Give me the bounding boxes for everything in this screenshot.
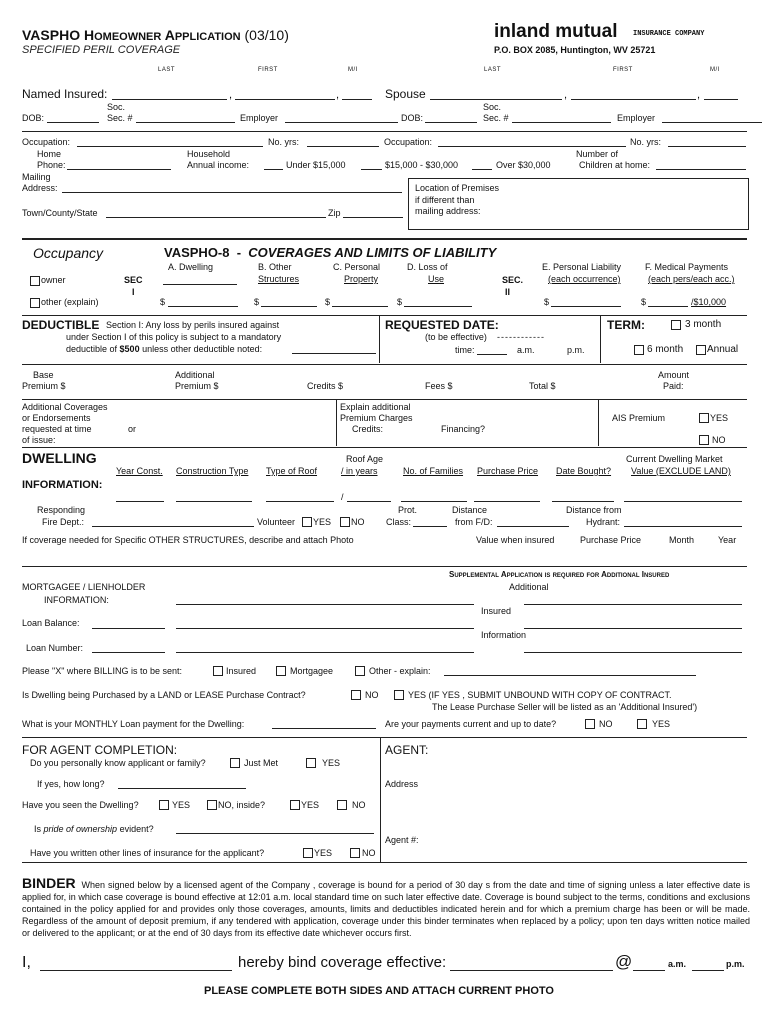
- sec1-label: SEC: [124, 275, 143, 285]
- credits-label: Credits $: [307, 381, 344, 391]
- addl-coverages-or: or: [128, 424, 137, 434]
- roof-type-field[interactable]: [266, 501, 334, 502]
- seen-yes-checkbox[interactable]: [159, 800, 169, 810]
- seen-no-inside-label: NO, inside?: [218, 800, 266, 810]
- families-label: No. of Families: [403, 466, 464, 476]
- paid-label: Paid:: [663, 381, 684, 391]
- dwelling-information-label: INFORMATION:: [22, 479, 103, 491]
- liability-col-sub: (each occurrence): [548, 274, 621, 284]
- spouse-ssn-field[interactable]: [512, 122, 611, 123]
- time-label: time:: [455, 345, 475, 355]
- deductible-label: DEDUCTIBLE: [22, 318, 100, 332]
- term-label: TERM:: [607, 318, 645, 332]
- explain-label-2: Premium Charges: [340, 413, 413, 423]
- fire-dept-label: Fire Dept.:: [42, 517, 85, 527]
- other-structures-field[interactable]: [22, 566, 747, 567]
- pride-question: Is pride of ownership evident?: [34, 824, 154, 834]
- am-label: a.m.: [517, 345, 535, 355]
- loss-amount-field[interactable]: [404, 306, 472, 307]
- children-field[interactable]: [656, 169, 746, 170]
- year-const-label: Year Const.: [116, 466, 163, 476]
- pride-field[interactable]: [176, 833, 374, 834]
- structures-amount-field[interactable]: [261, 306, 317, 307]
- deductible-line-2: under Section I of this policy is subject to a mandatory: [66, 332, 282, 342]
- address-label: Address:: [22, 183, 58, 193]
- mortgagee-label-1: MORTGAGEE / LIENHOLDER: [22, 582, 146, 592]
- additional-insured-label-1: Additional: [509, 582, 549, 592]
- other-occupancy-label: other (explain): [41, 297, 99, 307]
- phone-label: Phone:: [37, 160, 66, 170]
- loan-balance-field[interactable]: [92, 628, 165, 629]
- home-label: Home: [37, 149, 62, 159]
- over-30-field[interactable]: [472, 169, 492, 170]
- binder-pm-field[interactable]: [692, 970, 724, 971]
- over-30-label: Over $30,000: [496, 160, 551, 170]
- annual-income-label: Annual income:: [187, 160, 250, 170]
- construction-type-field[interactable]: [176, 501, 252, 502]
- ais-no-checkbox[interactable]: [699, 435, 709, 445]
- term-3-month-label: 3 month: [685, 319, 722, 330]
- other-lines-no-label: NO: [362, 848, 376, 858]
- form-title: VASPHO HOMEOWNER APPLICATION (03/10): [22, 27, 289, 43]
- location-label-1: Location of Premises: [415, 183, 500, 193]
- zip-label: Zip: [328, 208, 341, 218]
- deductible-field[interactable]: [292, 353, 376, 354]
- class-label: Class:: [386, 517, 412, 527]
- explain-label-3: Credits:: [352, 424, 384, 434]
- mortgagee-label-2: INFORMATION:: [44, 595, 109, 605]
- children-label: Children at home:: [579, 160, 651, 170]
- land-lease-no-checkbox[interactable]: [351, 690, 361, 700]
- sec2-roman: II: [505, 287, 511, 297]
- other-lines-yes-checkbox[interactable]: [303, 848, 313, 858]
- mortgagee-address-field[interactable]: [176, 628, 474, 629]
- liability-amount-field[interactable]: [551, 306, 621, 307]
- construction-type-label: Construction Type: [176, 466, 249, 476]
- amount-label: Amount: [658, 370, 690, 380]
- hydrant-label: Hydrant:: [586, 517, 621, 527]
- other-lines-question: Have you written other lines of insurance for the applicant?: [30, 848, 265, 858]
- company-suffix: INSURANCE COMPANY: [633, 30, 705, 38]
- additional-insured-label-2: Insured: [481, 606, 512, 616]
- company-address: P.O. BOX 2085, Huntington, WV 25721: [494, 45, 656, 55]
- liability-col-label: E. Personal Liability: [542, 262, 622, 272]
- billing-insured-label: Insured: [226, 666, 257, 676]
- roof-age-slash: /: [341, 492, 344, 502]
- market-value-label-2: Value (EXCLUDE LAND): [631, 466, 731, 476]
- payments-current-question: Are your payments current and up to date?: [385, 719, 557, 729]
- binder-at-symbol: @: [615, 952, 633, 971]
- addl-coverages-label-2: or Endorsements: [22, 413, 91, 423]
- seen-dwelling-question: Have you seen the Dwelling?: [22, 800, 139, 810]
- payments-current-yes-label: YES: [652, 719, 671, 729]
- volunteer-label: Volunteer: [257, 517, 296, 527]
- agent-completion-heading: FOR AGENT COMPLETION:: [22, 743, 178, 757]
- billing-other-label: Other - explain:: [369, 666, 431, 676]
- additional-insured-name-field[interactable]: [524, 604, 742, 605]
- divider: [22, 862, 747, 863]
- market-value-label-1: Current Dwelling Market: [626, 454, 723, 464]
- purchase-price-label: Purchase Price: [477, 466, 539, 476]
- inside-no-checkbox[interactable]: [337, 800, 347, 810]
- divider: [22, 315, 747, 316]
- billing-other-field[interactable]: [444, 675, 696, 676]
- coverage-title: VASPHO-8 - COVERAGES AND LIMITS OF LIABILITY: [164, 245, 497, 260]
- col-last-label: LAST: [158, 67, 176, 73]
- dob-field[interactable]: [47, 122, 99, 123]
- col-first-label: FIRST: [258, 67, 278, 73]
- no-yrs-field[interactable]: [307, 146, 379, 147]
- term-annual-label: Annual: [707, 344, 739, 355]
- spouse-occupation-label: Occupation:: [384, 137, 433, 147]
- company-name: inland mutual: [494, 21, 618, 42]
- location-label-2: if different than: [415, 195, 475, 205]
- binder-i-label: I,: [22, 954, 31, 971]
- spouse-no-yrs-label: No. yrs:: [630, 137, 662, 147]
- billing-insured-checkbox[interactable]: [213, 666, 223, 676]
- agent-address-label: Address: [385, 779, 419, 789]
- divider: [22, 737, 747, 738]
- no-yrs-label: No. yrs:: [268, 137, 300, 147]
- divider: [22, 238, 747, 240]
- monthly-payment-field[interactable]: [272, 728, 376, 729]
- financing-label: Financing?: [441, 424, 486, 434]
- know-yes-label: YES: [322, 758, 341, 768]
- divider: [22, 447, 747, 448]
- binder-paragraph: BINDER When signed below by a licensed agent of the Company , coverage is bound for a period of 30 day s from the date and time of signing unless a later effective date is applied for, in which case coverage is bound effective at 12:01 a.m. local standard time on such later effective date. Coverage is bound subject to the terms, conditions and exclusions contained in the policy applied for and provides only those coverages, amounts, limits and deductibles indicated herein and for which a premium charge has been or will be made. Regardless of the amount of deposit premium, if any tendered with application, coverage under this binder terminates when replaced by a policy; upon ten days written notice mailed or delivered to the applicant; or at the end of 30 days from its effective date whichever occurs first.: [22, 875, 750, 938]
- spouse-first-field[interactable]: [571, 99, 696, 100]
- medical-amount-field[interactable]: [648, 306, 688, 307]
- range-15-30-label: $15,000 - $30,000: [385, 160, 459, 170]
- owner-label: owner: [41, 275, 66, 285]
- employer-field[interactable]: [285, 122, 398, 123]
- col-mi-label: M/I: [348, 67, 358, 73]
- volunteer-no-checkbox[interactable]: [340, 517, 350, 527]
- personal-property-col-sub: Property: [344, 274, 379, 284]
- deductible-line-1: Section I: Any loss by perils insured against: [106, 320, 280, 330]
- total-label: Total $: [529, 381, 556, 391]
- spouse-mi-field[interactable]: [704, 99, 738, 100]
- dwelling-col-label: A. Dwelling: [168, 262, 214, 272]
- agent-number-label: Agent #:: [385, 835, 419, 845]
- year-const-field[interactable]: [116, 501, 164, 502]
- medical-dollar: $: [641, 297, 647, 307]
- know-yes-checkbox[interactable]: [306, 758, 316, 768]
- spouse-soc-label: Soc.: [483, 102, 502, 112]
- supplemental-note: Supplemental Application is required for Additional Insured: [449, 570, 670, 579]
- medical-col-sub: (each pers/each acc.): [648, 274, 735, 284]
- payments-current-no-checkbox[interactable]: [585, 719, 595, 729]
- form-subtitle: SPECIFIED PERIL COVERAGE: [22, 44, 181, 56]
- other-occupancy-checkbox[interactable]: [30, 298, 40, 308]
- land-lease-question: Is Dwelling being Purchased by a LAND or LEASE Purchase Contract?: [22, 690, 306, 700]
- dwelling-amount-field[interactable]: [168, 306, 238, 307]
- additional-insured-city-field[interactable]: [524, 652, 742, 653]
- roof-type-label: Type of Roof: [266, 466, 318, 476]
- value-insured-label: Value when insured: [476, 535, 555, 545]
- inside-no-label: NO: [352, 800, 366, 810]
- ssn-field[interactable]: [136, 122, 235, 123]
- loss-dollar: $: [397, 297, 403, 307]
- additional-insured-address-field[interactable]: [524, 628, 742, 629]
- town-label: Town/County/State: [22, 208, 98, 218]
- base-premium-label: Premium $: [22, 381, 66, 391]
- agent-label: AGENT:: [385, 743, 429, 757]
- how-long-label: If yes, how long?: [37, 779, 105, 789]
- know-applicant-question: Do you personally know applicant or family?: [30, 758, 206, 768]
- employer-label: Employer: [240, 113, 279, 123]
- from-fd-label: from F/D:: [455, 517, 493, 527]
- occupation-field[interactable]: [77, 146, 263, 147]
- billing-other-checkbox[interactable]: [355, 666, 365, 676]
- spouse-employer-label: Employer: [617, 113, 656, 123]
- purchase-price-2-label: Purchase Price: [580, 535, 642, 545]
- mortgagee-city-field[interactable]: [176, 652, 474, 653]
- divider: [22, 399, 747, 400]
- ais-yes-label: YES: [710, 413, 729, 423]
- additional-label: Additional: [175, 370, 215, 380]
- spouse-no-yrs-field[interactable]: [668, 146, 746, 147]
- personal-property-col-label: C. Personal: [333, 262, 381, 272]
- sec2-label: SEC.: [502, 275, 524, 285]
- zip-field[interactable]: [343, 217, 403, 218]
- addl-coverages-label-4: of issue:: [22, 435, 56, 445]
- spouse-occupation-field[interactable]: [438, 146, 626, 147]
- divider: [22, 364, 747, 365]
- just-met-checkbox[interactable]: [230, 758, 240, 768]
- land-lease-yes-checkbox[interactable]: [394, 690, 404, 700]
- binder-pm-label: p.m.: [726, 959, 745, 969]
- land-lease-yes-label: YES (IF YES , SUBMIT UNBOUND WITH COPY OF CONTRACT.: [408, 690, 672, 700]
- named-insured-first-field[interactable]: [235, 99, 335, 100]
- pm-label: p.m.: [567, 345, 585, 355]
- structures-dollar: $: [254, 297, 260, 307]
- sec-label: Sec. #: [107, 113, 133, 123]
- roof-age-label: Roof Age: [346, 454, 384, 464]
- ais-premium-label: AIS Premium: [612, 413, 666, 423]
- loan-number-label: Loan Number:: [26, 643, 84, 653]
- medical-col-label: F. Medical Payments: [645, 262, 729, 272]
- addl-coverages-label-1: Additional Coverages: [22, 402, 108, 412]
- term-3-month-checkbox[interactable]: [671, 320, 681, 330]
- explain-label-1: Explain additional: [340, 402, 411, 412]
- divider: [22, 131, 747, 132]
- deductible-line-3: deductible of $500 unless other deductible noted:: [66, 344, 263, 354]
- range-15-30-field[interactable]: [361, 169, 382, 170]
- month-label: Month: [669, 535, 695, 545]
- spouse-col-first-label: FIRST: [613, 67, 633, 73]
- occupancy-label: Occupancy: [33, 245, 104, 261]
- additional-insured-label-3: Information: [481, 630, 527, 640]
- addl-coverages-label-3: requested at time: [22, 424, 92, 434]
- mailing-label: Mailing: [22, 172, 51, 182]
- base-label: Base: [33, 370, 54, 380]
- medical-limit: /$10,000: [691, 297, 727, 307]
- roof-age-field[interactable]: [347, 501, 391, 502]
- loss-of-use-col-sub: Use: [428, 274, 445, 284]
- location-label-3: mailing address:: [415, 206, 481, 216]
- payments-current-no-label: NO: [599, 719, 613, 729]
- named-insured-last-field[interactable]: [112, 99, 227, 100]
- property-dollar: $: [325, 297, 331, 307]
- under-15-field[interactable]: [264, 169, 283, 170]
- spouse-col-last-label: LAST: [484, 67, 502, 73]
- other-lines-yes-label: YES: [314, 848, 333, 858]
- soc-label: Soc.: [107, 102, 126, 112]
- binder-time-field[interactable]: [633, 970, 665, 971]
- spouse-employer-field[interactable]: [662, 122, 762, 123]
- just-met-label: Just Met: [244, 758, 279, 768]
- mortgagee-name-field[interactable]: [176, 604, 474, 605]
- named-insured-mi-field[interactable]: [342, 99, 372, 100]
- prot-label: Prot.: [398, 505, 418, 515]
- inside-yes-label: YES: [301, 800, 320, 810]
- date-dashes[interactable]: ------------: [497, 332, 545, 342]
- property-amount-field[interactable]: [332, 306, 388, 307]
- town-field[interactable]: [106, 217, 326, 218]
- billing-mortgagee-checkbox[interactable]: [276, 666, 286, 676]
- prot-class-field[interactable]: [413, 526, 447, 527]
- ais-no-label: NO: [712, 435, 726, 445]
- term-6-month-label: 6 month: [647, 344, 684, 355]
- fees-label: Fees $: [425, 381, 453, 391]
- liability-dollar: $: [544, 297, 550, 307]
- term-annual-checkbox[interactable]: [696, 345, 706, 355]
- sec1-roman: I: [132, 287, 135, 297]
- payments-current-yes-checkbox[interactable]: [637, 719, 647, 729]
- other-structures-col-sub: Structures: [258, 274, 300, 284]
- binder-statement: hereby bind coverage effective:: [238, 954, 447, 971]
- dwelling-label: DWELLING: [22, 450, 97, 466]
- binder-name-field[interactable]: [40, 970, 232, 971]
- distance-fd-field[interactable]: [497, 526, 569, 527]
- dob-label: DOB:: [22, 113, 45, 123]
- date-bought-field[interactable]: [552, 501, 614, 502]
- volunteer-yes-checkbox[interactable]: [302, 517, 312, 527]
- spouse-label: Spouse: [385, 87, 426, 101]
- purchase-price-field[interactable]: [474, 501, 540, 502]
- billing-question: Please "X" where BILLING is to be sent:: [22, 666, 182, 676]
- spouse-dob-field[interactable]: [425, 122, 477, 123]
- to-be-effective-label: (to be effective): [425, 332, 487, 342]
- responding-label: Responding: [37, 505, 86, 515]
- phone-field[interactable]: [67, 169, 171, 170]
- hydrant-field[interactable]: [624, 526, 742, 527]
- seen-yes-label: YES: [172, 800, 191, 810]
- owner-checkbox[interactable]: [30, 276, 40, 286]
- footer-instruction: PLEASE COMPLETE BOTH SIDES AND ATTACH CURRENT PHOTO: [204, 985, 554, 997]
- loss-of-use-col-label: D. Loss of: [407, 262, 448, 272]
- distance-label: Distance: [452, 505, 488, 515]
- requested-date-label: REQUESTED DATE:: [385, 318, 499, 332]
- other-structures-col-label: B. Other: [258, 262, 292, 272]
- additional-premium-label: Premium $: [175, 381, 219, 391]
- year-label: Year: [718, 535, 737, 545]
- other-lines-no-checkbox[interactable]: [350, 848, 360, 858]
- spouse-dob-label: DOB:: [401, 113, 424, 123]
- term-6-month-checkbox[interactable]: [634, 345, 644, 355]
- volunteer-no-label: NO: [351, 517, 365, 527]
- volunteer-yes-label: YES: [313, 517, 332, 527]
- seen-no-checkbox[interactable]: [207, 800, 217, 810]
- number-of-label: Number of: [576, 149, 619, 159]
- ais-yes-checkbox[interactable]: [699, 413, 709, 423]
- distance-from-label: Distance from: [566, 505, 622, 515]
- land-lease-no-label: NO: [365, 690, 379, 700]
- inside-yes-checkbox[interactable]: [290, 800, 300, 810]
- binder-date-field[interactable]: [450, 970, 613, 971]
- under-15-label: Under $15,000: [286, 160, 346, 170]
- binder-am-label: a.m.: [668, 959, 687, 969]
- spouse-sec-label: Sec. #: [483, 113, 509, 123]
- fire-dept-field[interactable]: [92, 526, 254, 527]
- spouse-last-field[interactable]: [430, 99, 562, 100]
- lease-note: The Lease Purchase Seller will be listed as an 'Additional Insured'): [432, 702, 698, 712]
- dwelling-dollar: $: [160, 297, 166, 307]
- loan-balance-label: Loan Balance:: [22, 618, 80, 628]
- household-label: Household: [187, 149, 231, 159]
- how-long-field[interactable]: [118, 788, 246, 789]
- occupation-label: Occupation:: [22, 137, 71, 147]
- monthly-payment-question: What is your MONTHLY Loan payment for the Dwelling:: [22, 719, 245, 729]
- billing-mortgagee-label: Mortgagee: [290, 666, 334, 676]
- mailing-address-field[interactable]: [62, 192, 402, 193]
- in-years-label: / in years: [341, 466, 378, 476]
- loan-number-field[interactable]: [92, 652, 165, 653]
- families-field[interactable]: [401, 501, 467, 502]
- other-structures-note: If coverage needed for Specific OTHER STRUCTURES, describe and attach Photo: [22, 535, 354, 545]
- time-field[interactable]: [477, 354, 507, 355]
- spouse-col-mi-label: M/I: [710, 67, 720, 73]
- market-value-field[interactable]: [624, 501, 742, 502]
- named-insured-label: Named Insured:: [22, 87, 108, 101]
- date-bought-label: Date Bought?: [556, 466, 612, 476]
